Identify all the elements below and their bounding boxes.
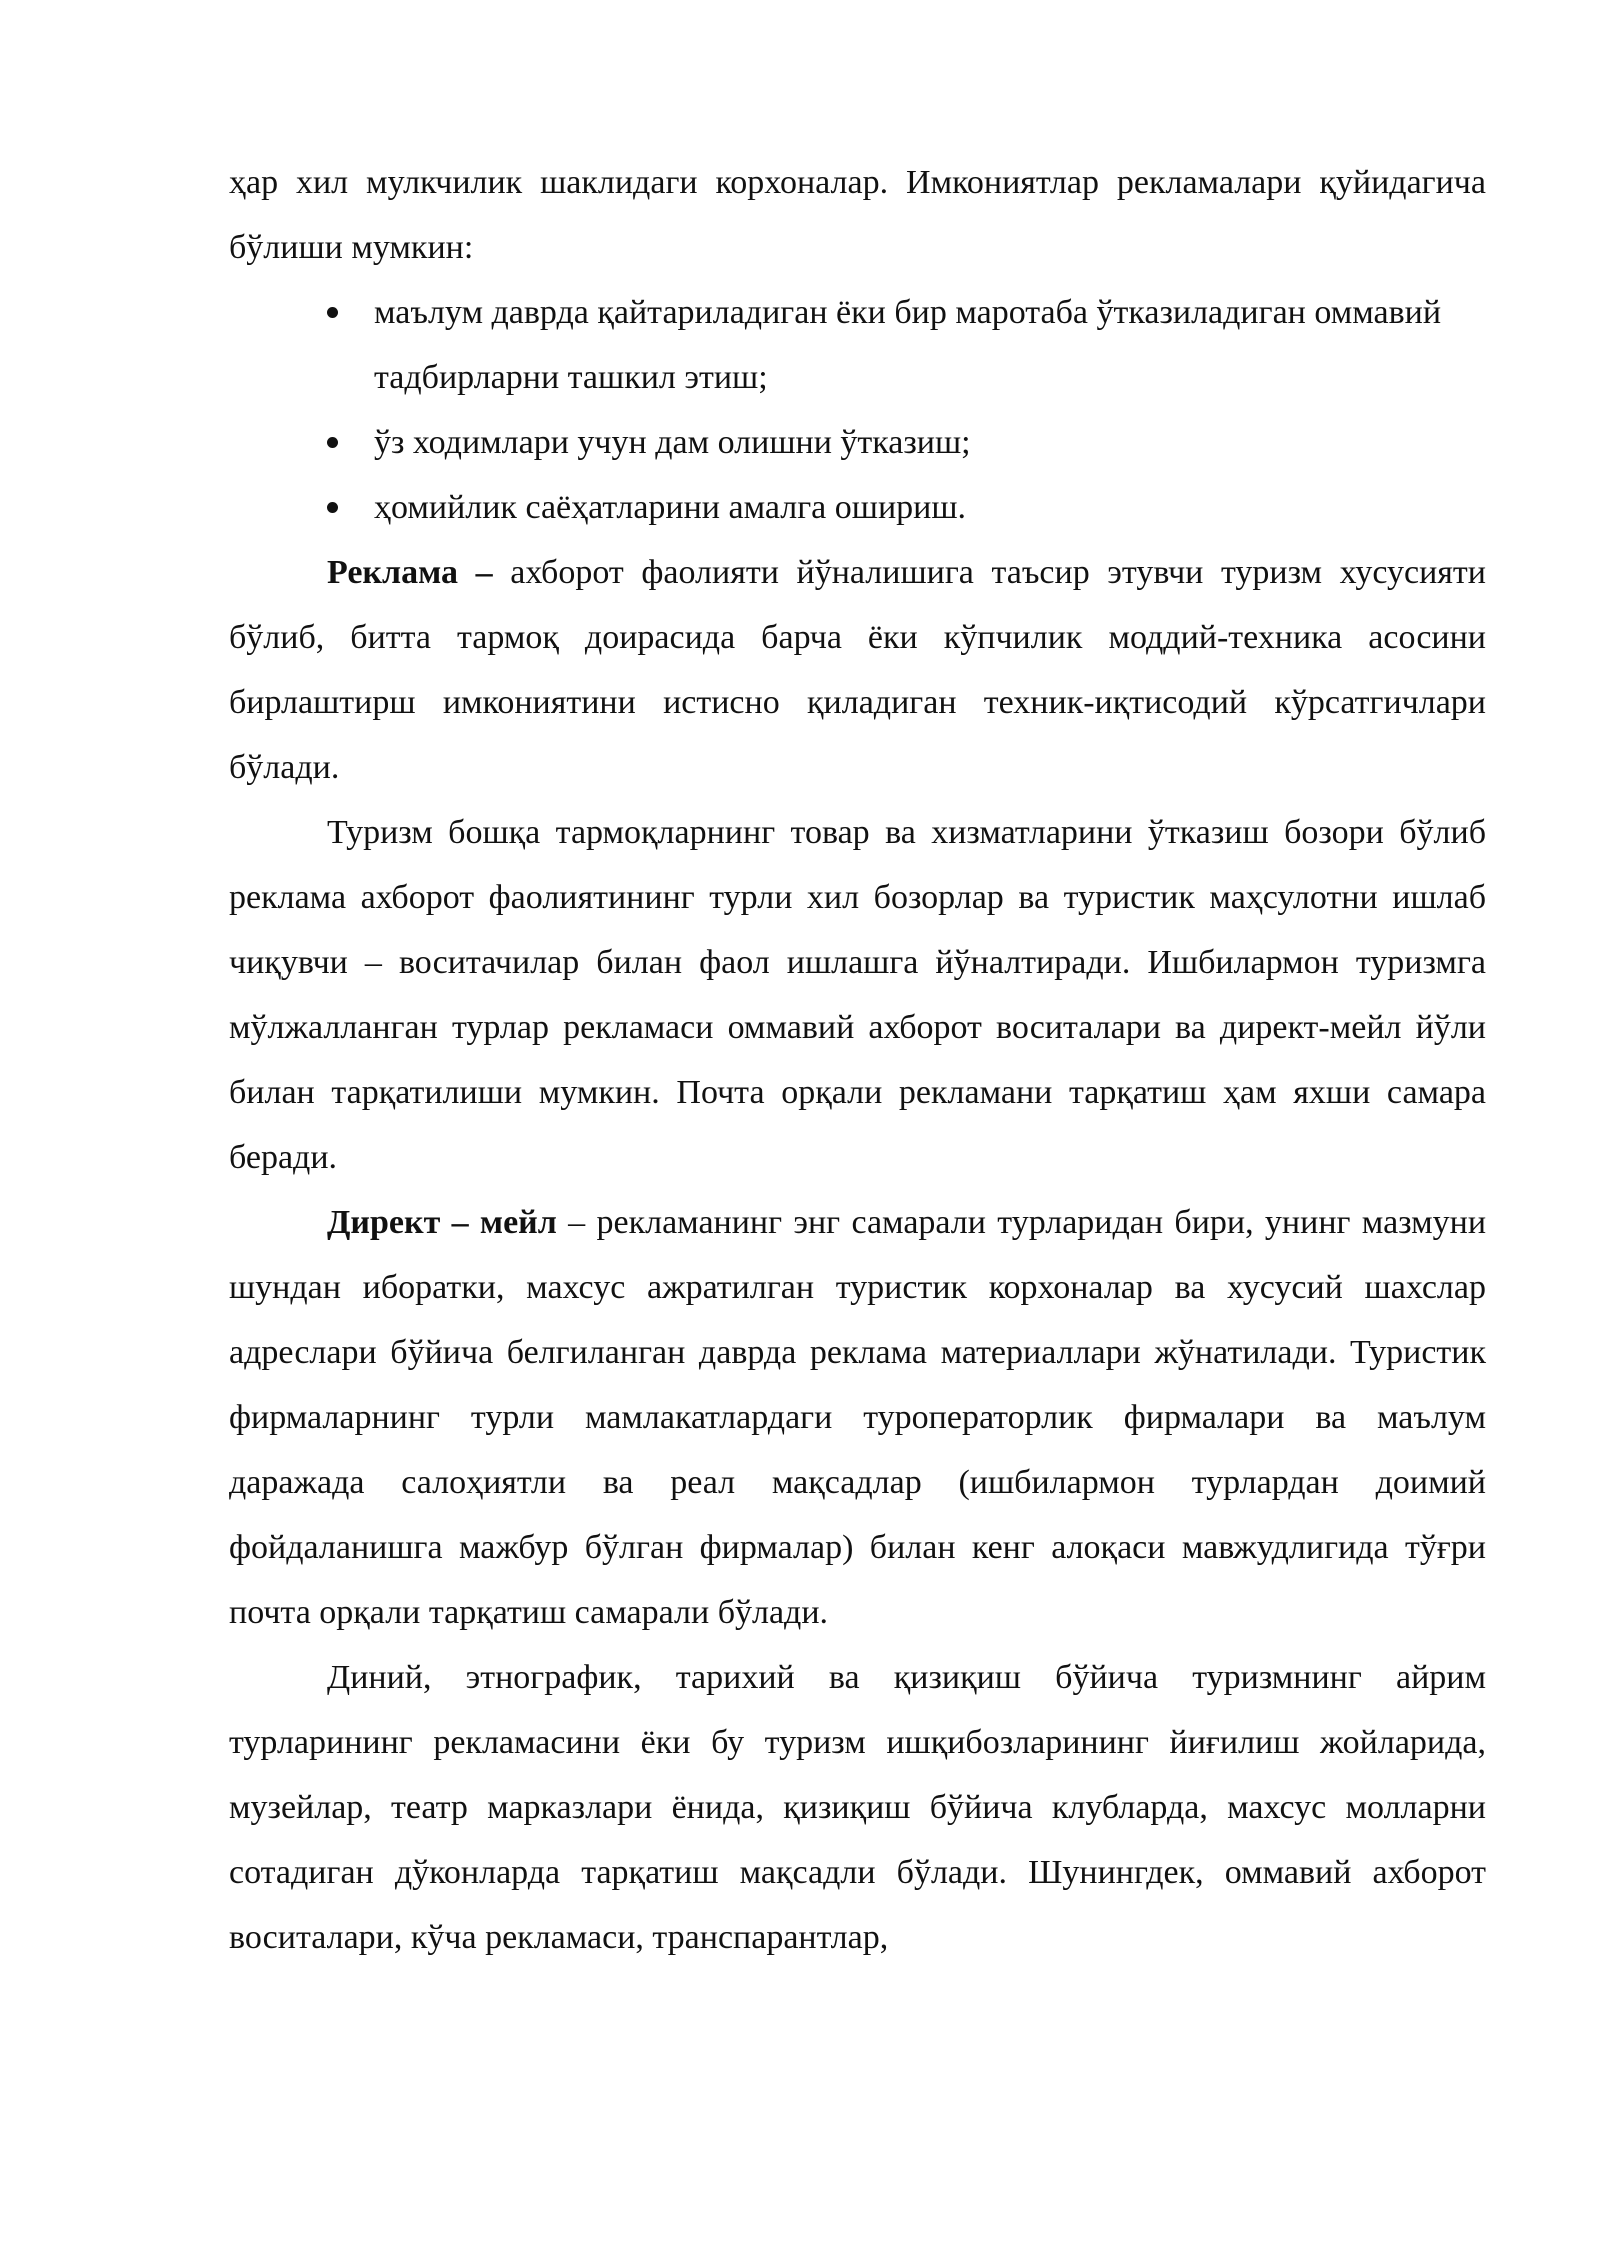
direct-mail-term: Директ – мейл [327,1204,557,1241]
list-item [229,410,1486,475]
intro-paragraph: ҳар хил мулкчилик шаклидаги корхоналар. Имкониятлар рекламалари қуйидагича бўлиши мумкин: [229,164,1486,266]
reklama-term: Реклама – [327,554,493,591]
turizm-paragraph: Туризм бошқа тармоқларнинг товар ва хизматларини ўтказиш бозори бўлиб реклама ахборот фаолиятининг турли хил бозорлар ва туристик маҳсулотни ишлаб чиқувчи – воситачилар билан фаол ишлашга йўналтиради. Ишбилармон туризмга мўлжалланган турлар рекламаси оммавий ахборот воситалари ва директ-мейл йўли билан тарқатилиши мумкин. Почта орқали рекламани тарқатиш ҳам яхши самара беради. [229,814,1486,1176]
diniy-paragraph: Диний, этнографик, тарихий ва қизиқиш бўйича туризмнинг айрим турларининг рекламасини ёки бу туризм ишқибозларининг йиғилиш жойларида, музейлар, театр марказлари ёнида, қизиқиш бўйича клубларда, махсус молларни сотадиган дўконларда тарқатиш мақсадли бўлади. Шунингдек, оммавий ахборот воситалари, кўча рекламаси, транспарантлар, [229,1659,1486,1956]
bullet-list [229,280,1486,540]
list-item [229,280,1486,410]
document-page [229,150,1486,1970]
direct-mail-paragraph [229,1190,1486,1645]
reklama-text: ахборот фаолияти йўналишига таъсир этувчи туризм хусусияти бўлиб, битта тармоқ доирасида барча ёки кўпчилик моддий-техника асосини бирлаштирш имкониятини истисно қиладиган техник-иқтисодий кўрсатгичлари бўлади. [229,554,1486,786]
bullet-icon [327,437,338,448]
bullet-icon [327,307,338,318]
bullet-text: ҳомийлик саёҳатларини амалга ошириш. [374,489,967,526]
reklama-paragraph [229,540,1486,800]
bullet-text: маълум даврда қайтариладиган ёки бир маротаба ўтказиладиган оммавий тадбирларни ташкил этиш; [374,294,1442,396]
bullet-text: ўз ходимлари учун дам олишни ўтказиш; [374,424,971,461]
list-item [229,475,1486,540]
bullet-icon [327,502,338,513]
direct-mail-text: – рекламанинг энг самарали турларидан бири, унинг мазмуни шундан иборатки, махсус ажратилган туристик корхоналар ва хусусий шахслар адреслари бўйича белгиланган даврда реклама материаллари жўнатилади. Туристик фирмаларнинг турли мамлакатлардаги туроператорлик фирмалари ва маълум даражада салоҳиятли ва реал мақсадлар (ишбилармон турлардан доимий фойдаланишга мажбур бўлган фирмалар) билан кенг алоқаси мавжудлигида тўғри почта орқали тарқатиш самарали бўлади. [229,1204,1487,1631]
